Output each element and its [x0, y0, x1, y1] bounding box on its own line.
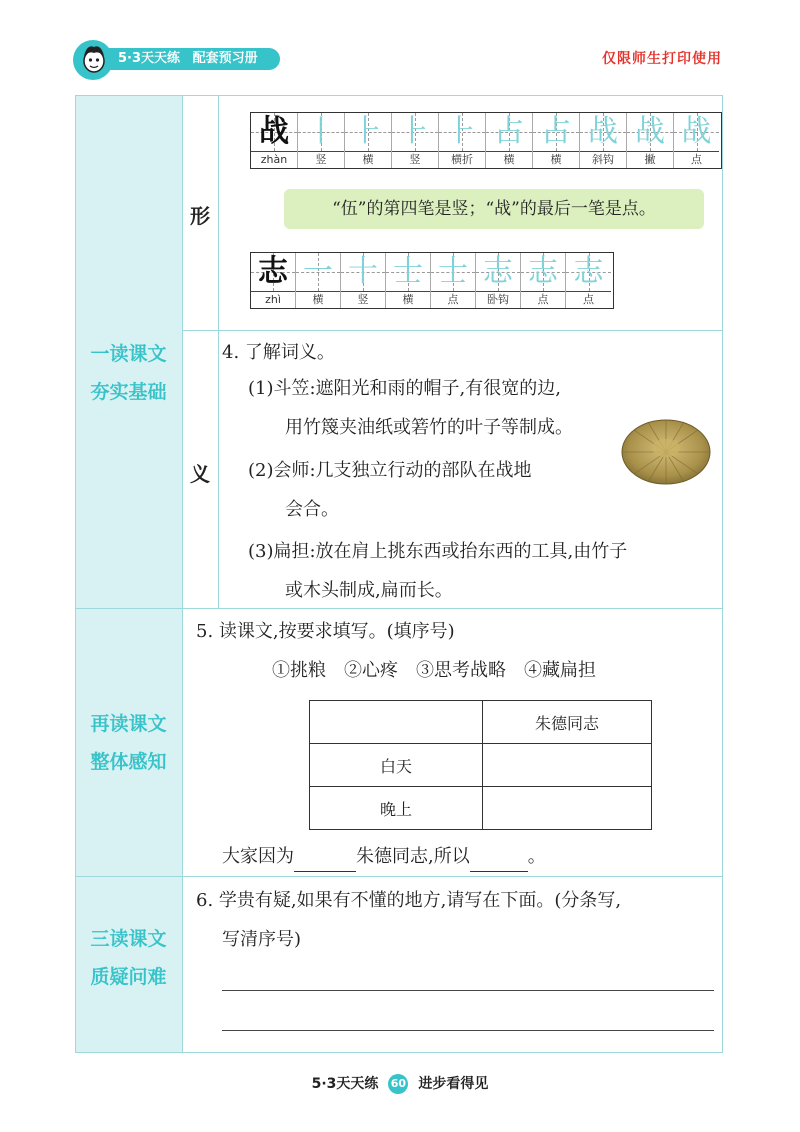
char1-stroke-cell [627, 113, 674, 168]
char2-stroke-step: 十 [348, 254, 378, 289]
char1-pinyin: zhàn [260, 153, 288, 166]
shape-label: 形 [190, 204, 210, 228]
char2-stroke-cell [431, 253, 476, 308]
char1-stroke-step: 战 [635, 114, 665, 149]
q4-item-1-line2: 用竹篾夹油纸或箬竹的叶子等制成。 [285, 417, 573, 438]
char1-stroke-cell [345, 113, 392, 168]
stroke-grid-zhi [250, 252, 614, 309]
char2-stroke-step: 志 [528, 254, 558, 289]
char1-stroke-name: 横 [503, 153, 515, 166]
sublabel-divider [218, 95, 219, 608]
char2-stroke-name: 点 [537, 293, 549, 306]
char2-stroke-step: 志 [573, 254, 604, 289]
q4-item-1-line1: (1)斗笠:遮阳光和雨的帽子,有很宽的边, [248, 378, 562, 399]
char1-stroke-step: 战 [681, 114, 712, 149]
char1-stroke-name: 点 [691, 153, 702, 166]
char1-stroke-cell [392, 113, 439, 168]
char1-stroke-name: 斜钩 [592, 153, 614, 166]
column-divider [182, 95, 183, 1053]
table-header-cell: 朱德同志 [483, 701, 652, 744]
char1-stroke-step: ⺊ [400, 114, 430, 149]
page-number: 60 [388, 1074, 408, 1094]
meaning-label: 义 [190, 462, 210, 486]
q4-item-2-line1: (2)会师:几支独立行动的部队在战地 [248, 460, 532, 481]
q5-title: 5. 读课文,按要求填写。(填序号) [196, 621, 455, 642]
char2-stroke-step: 士 [438, 254, 468, 289]
answer-line-2[interactable] [222, 1030, 714, 1031]
char1-stroke-name: 撇 [644, 153, 656, 166]
answer-cell-night[interactable] [483, 787, 652, 830]
section-1-label: 一读课文 夯实基础 [90, 343, 167, 403]
char2-stroke-step: 一 [303, 254, 333, 289]
q5-answer-table [309, 700, 652, 830]
section-divider-1 [75, 608, 723, 609]
sentence-part-b: 朱德同志,所以 [356, 846, 470, 867]
table-row [310, 744, 652, 787]
char1-stroke-name: 横折 [451, 153, 473, 166]
table-row [310, 701, 652, 744]
char1-stroke-name: 竖 [409, 153, 421, 166]
char2-stroke-name: 卧钩 [487, 293, 509, 306]
char2-stroke-name: 横 [312, 293, 324, 306]
char1-stroke-cell [486, 113, 533, 168]
table-row [310, 787, 652, 830]
footer-slogan: 进步看得见 [418, 1076, 489, 1092]
char2-stroke-cell [476, 253, 521, 308]
answer-cell-day[interactable] [483, 744, 652, 787]
char1-stroke-step: ⺊ [447, 114, 477, 149]
q5-sentence [222, 842, 546, 872]
char2-stroke-cell [341, 253, 386, 308]
book-name: 配套预习册 [192, 51, 258, 66]
fill-blank-2[interactable] [470, 847, 528, 872]
series-name: 5·3天天练 [118, 51, 181, 66]
char2-stroke-cell [521, 253, 566, 308]
char2-stroke-name: 点 [583, 293, 594, 306]
q6-line2: 写清序号) [222, 929, 302, 950]
section-3-label: 三读课文 质疑问难 [90, 928, 167, 988]
answer-line-1[interactable] [222, 990, 714, 991]
char2-main-cell [251, 253, 296, 308]
char1-main-cell [251, 113, 298, 168]
header-banner [100, 48, 280, 70]
footer [0, 1073, 800, 1094]
char1-character: 战 [259, 114, 289, 149]
char1-stroke-step: 战 [588, 114, 618, 149]
char2-stroke-name: 点 [447, 293, 459, 306]
q4-item-2-line2: 会合。 [285, 499, 339, 520]
char1-stroke-name: 横 [550, 153, 562, 166]
char1-stroke-step: 丨 [306, 114, 336, 149]
char2-pinyin: zhì [265, 293, 281, 306]
char1-stroke-cell [533, 113, 580, 168]
char2-stroke-cell [566, 253, 611, 308]
char1-stroke-cell [439, 113, 486, 168]
fill-blank-1[interactable] [294, 847, 356, 872]
char1-stroke-cell [580, 113, 627, 168]
q4-item-3-line1: (3)扁担:放在肩上挑东西或抬东西的工具,由竹子 [248, 541, 628, 562]
row-label-day: 白天 [310, 744, 483, 787]
footer-series: 5·3天天练 [311, 1076, 379, 1092]
char1-stroke-name: 竖 [315, 153, 327, 166]
char2-character: 志 [258, 254, 288, 289]
char2-stroke-cell [386, 253, 431, 308]
print-notice: 仅限师生打印使用 [602, 51, 722, 67]
section-2-label: 再读课文 整体感知 [90, 713, 167, 773]
char2-stroke-cell [296, 253, 341, 308]
q4-title: 4. 了解词义。 [222, 342, 335, 363]
sentence-part-c: 。 [527, 846, 546, 867]
bamboo-hat-image [620, 408, 712, 488]
stroke-note: “伍”的第四笔是竖；“战”的最后一笔是点。 [284, 189, 704, 229]
table-corner-cell [310, 701, 483, 744]
q6-line1: 6. 学贵有疑,如果有不懂的地方,请写在下面。(分条写, [196, 890, 622, 911]
mascot-icon [81, 44, 107, 74]
char1-stroke-step: ⺊ [353, 114, 383, 149]
char1-stroke-cell [298, 113, 345, 168]
row-divider [182, 330, 723, 331]
char1-stroke-name: 横 [362, 153, 374, 166]
section-divider-2 [75, 876, 723, 877]
char1-stroke-step: 占 [541, 114, 571, 149]
char2-stroke-name: 竖 [357, 293, 369, 306]
char2-stroke-step: 士 [393, 254, 423, 289]
char1-stroke-step: 占 [494, 114, 524, 149]
char1-stroke-cell [674, 113, 719, 168]
q4-item-3-line2: 或木头制成,扁而长。 [285, 580, 453, 601]
q5-options: ①挑粮 ②心疼 ③思考战略 ④藏扁担 [272, 660, 596, 681]
row-label-night: 晚上 [310, 787, 483, 830]
char2-stroke-step: 志 [483, 254, 513, 289]
stroke-grid-zhan [250, 112, 722, 169]
sentence-part-a: 大家因为 [222, 846, 294, 867]
char2-stroke-name: 横 [402, 293, 414, 306]
